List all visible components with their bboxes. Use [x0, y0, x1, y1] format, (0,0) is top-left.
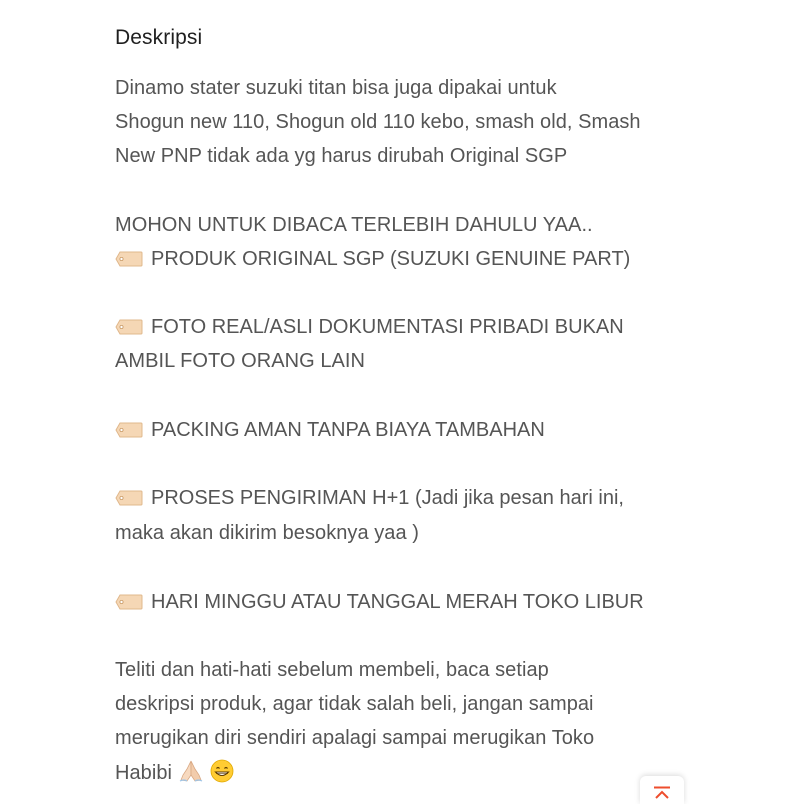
intro-line-1: Dinamo stater suzuki titan bisa juga dipakai untuk [115, 77, 557, 99]
label-tag-icon [115, 594, 143, 610]
intro-line-2: Shogun new 110, Shogun old 110 kebo, smash old, Smash [115, 111, 641, 133]
point-text: PRODUK ORIGINAL SGP (SUZUKI GENUINE PART) [151, 248, 631, 270]
point-text-continued: AMBIL FOTO ORANG LAIN [115, 350, 365, 372]
label-tag-icon [115, 422, 143, 438]
point-item-holiday-closed [115, 588, 644, 616]
intro-line-3: New PNP tidak ada yg harus dirubah Original SGP [115, 145, 568, 167]
point-text: FOTO REAL/ASLI DOKUMENTASI PRIBADI BUKAN [151, 316, 624, 338]
closing-line-4 [115, 759, 234, 787]
point-item-original-product [115, 245, 630, 273]
label-tag-icon [115, 251, 143, 267]
closing-line-text: Habibi [115, 762, 172, 784]
point-item-shipping-process [115, 484, 624, 512]
closing-line-1: Teliti dan hati-hati sebelum membeli, baca setiap [115, 659, 549, 681]
point-text: PROSES PENGIRIMAN H+1 (Jadi jika pesan hari ini, [151, 487, 624, 509]
label-tag-icon [115, 490, 143, 506]
point-text: HARI MINGGU ATAU TANGGAL MERAH TOKO LIBUR [151, 591, 644, 613]
label-tag-icon [115, 319, 143, 335]
point-text: PACKING AMAN TANPA BIAYA TAMBAHAN [151, 419, 545, 441]
arrow-up-to-top-icon [650, 786, 674, 800]
closing-line-2: deskripsi produk, agar tidak salah beli, jangan sampai [115, 693, 594, 715]
description-heading: Deskripsi [115, 26, 203, 49]
closing-line-3: merugikan diri sendiri apalagi sampai merugikan Toko [115, 727, 595, 749]
folded-hands-icon [178, 759, 204, 783]
grinning-face-icon [210, 759, 234, 783]
point-text-continued: maka akan dikirim besoknya yaa ) [115, 522, 419, 544]
point-item-safe-packing [115, 416, 545, 444]
notice-line: MOHON UNTUK DIBACA TERLEBIH DAHULU YAA.. [115, 214, 593, 236]
point-item-real-photo [115, 313, 624, 341]
